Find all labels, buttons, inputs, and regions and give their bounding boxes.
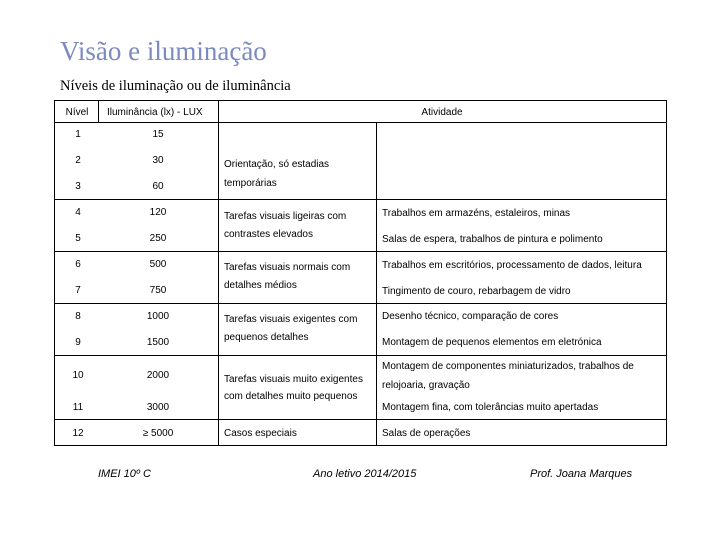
nivel-cell: 4 — [75, 207, 81, 218]
lux-cell: 30 — [152, 155, 164, 166]
footer-left: IMEI 10º C — [98, 468, 151, 480]
activity-text: com detalhes muito pequenos — [224, 391, 358, 402]
example-text: Salas de operações — [382, 428, 471, 439]
lux-cell: 1000 — [146, 311, 170, 322]
nivel-cell: 12 — [72, 428, 84, 439]
activity-text: Casos especiais — [224, 428, 297, 439]
activity-text: Tarefas visuais muito exigentes — [224, 374, 363, 385]
nivel-cell: 9 — [75, 337, 81, 348]
example-text: Montagem de pequenos elementos em eletrónica — [382, 337, 602, 348]
slide-title: Visão e iluminação — [60, 36, 267, 66]
footer-right: Prof. Joana Marques — [530, 468, 633, 480]
nivel-cell: 11 — [72, 402, 84, 413]
activity-text: Tarefas visuais exigentes com — [224, 314, 358, 325]
activity-text: temporárias — [224, 178, 277, 189]
nivel-cell: 8 — [75, 311, 81, 322]
lux-cell: 750 — [149, 285, 167, 296]
activity-text: contrastes elevados — [224, 229, 313, 240]
activity-text: detalhes médios — [224, 280, 297, 291]
activity-text: Orientação, só estadias — [224, 159, 330, 170]
nivel-cell: 6 — [75, 259, 81, 270]
lux-cell: 120 — [149, 207, 167, 218]
lux-cell: 3000 — [146, 402, 170, 413]
example-text: Montagem fina, com tolerâncias muito apertadas — [382, 402, 599, 413]
lux-cell: 15 — [152, 129, 164, 140]
header-nivel: Nível — [65, 107, 89, 118]
activity-text: pequenos detalhes — [224, 332, 309, 343]
lux-cell: 2000 — [146, 370, 170, 381]
lux-cell: 1500 — [146, 337, 170, 348]
nivel-cell: 7 — [75, 285, 81, 296]
nivel-cell: 10 — [72, 370, 84, 381]
lux-cell: 60 — [152, 181, 164, 192]
lux-cell: 500 — [149, 259, 167, 270]
header-atividade: Atividade — [421, 107, 463, 118]
slide-subtitle: Níveis de iluminação ou de iluminância — [60, 78, 291, 94]
example-text: Desenho técnico, comparação de cores — [382, 311, 559, 322]
example-text: Tingimento de couro, rebarbagem de vidro — [382, 286, 571, 297]
nivel-cell: 5 — [75, 233, 81, 244]
lux-cell: 250 — [149, 233, 167, 244]
footer-center: Ano letivo 2014/2015 — [313, 468, 417, 480]
example-text: relojoaria, gravação — [382, 380, 470, 391]
example-text: Salas de espera, trabalhos de pintura e polimento — [382, 234, 603, 245]
example-text: Trabalhos em armazéns, estaleiros, minas — [382, 208, 571, 219]
nivel-cell: 3 — [75, 181, 81, 192]
nivel-cell: 2 — [75, 155, 81, 166]
activity-text: Tarefas visuais ligeiras com — [224, 211, 347, 222]
header-iluminancia: Iluminância (lx) - LUX — [107, 107, 203, 118]
lux-cell: ≥ 5000 — [142, 428, 174, 439]
activity-text: Tarefas visuais normais com — [224, 262, 351, 273]
example-text: Trabalhos em escritórios, processamento de dados, leitura — [382, 260, 642, 271]
nivel-cell: 1 — [75, 129, 81, 140]
example-text: Montagem de componentes miniaturizados, trabalhos de — [382, 361, 634, 372]
